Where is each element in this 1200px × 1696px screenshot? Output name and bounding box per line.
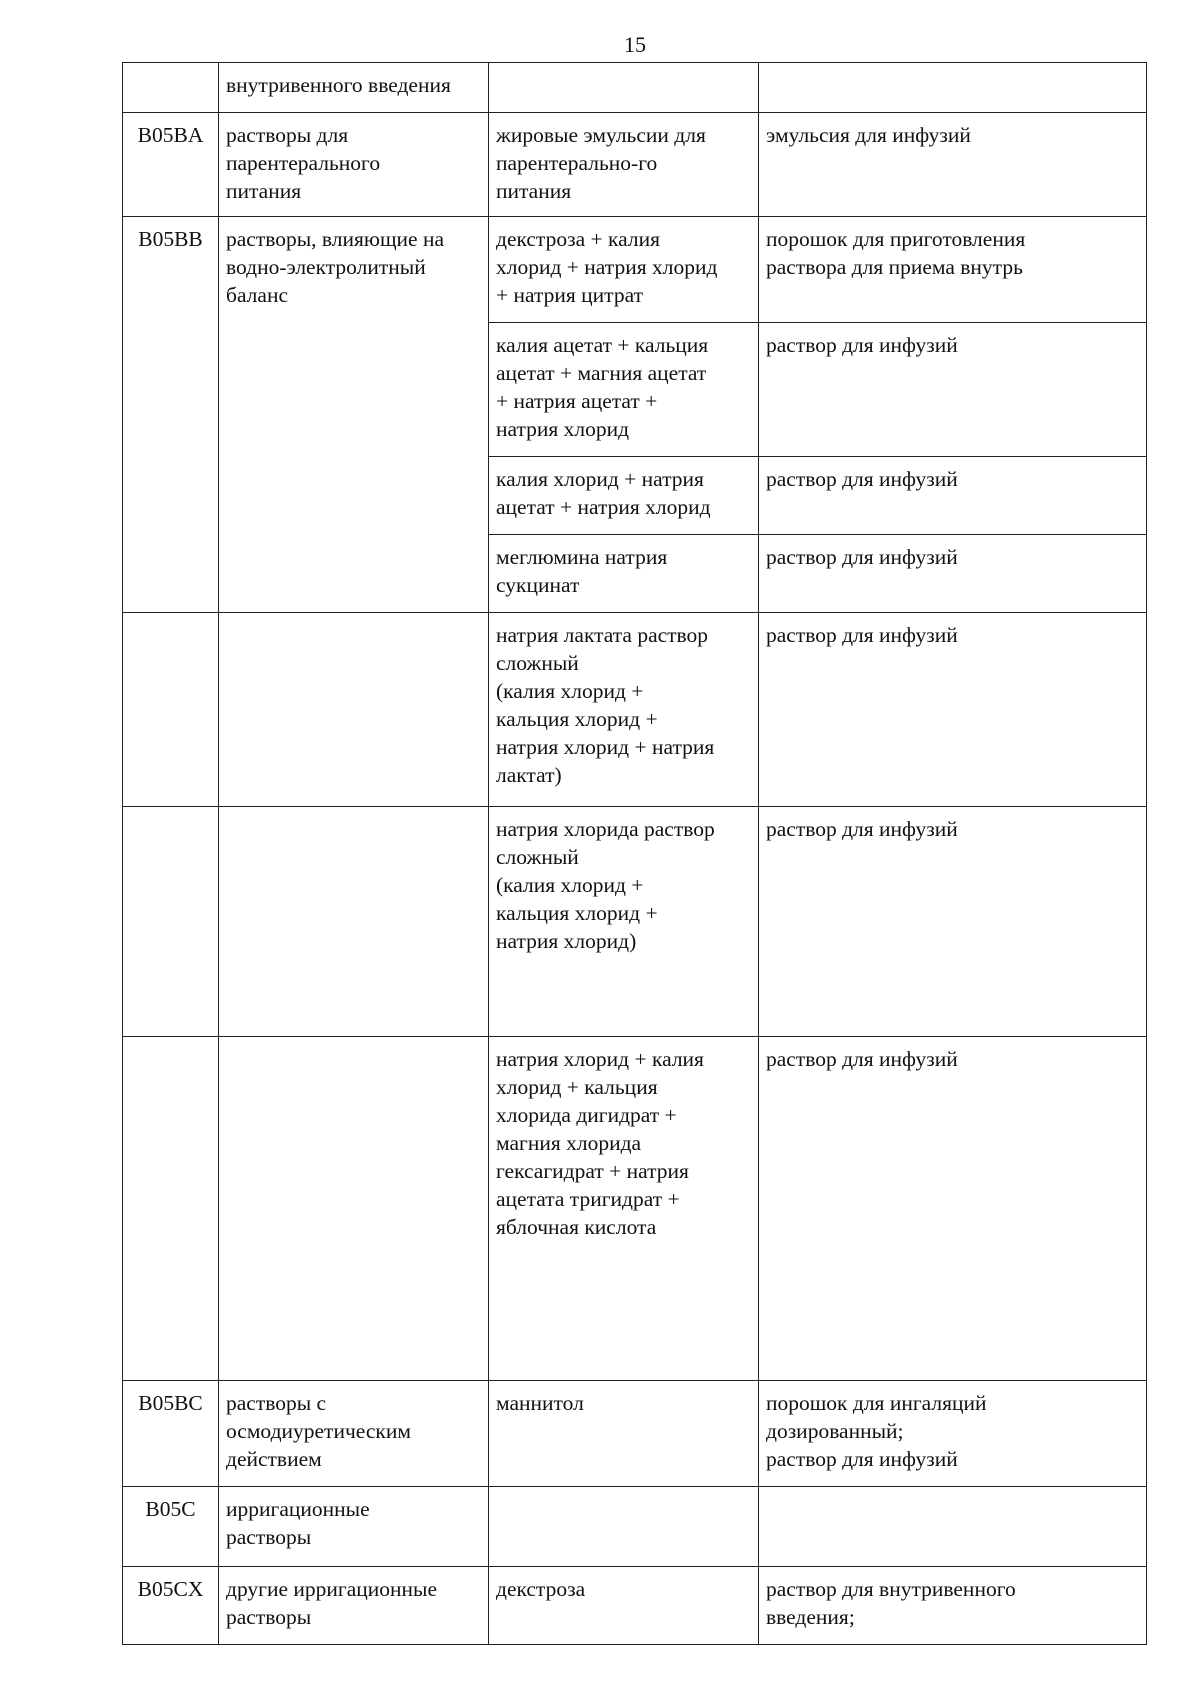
dosage-form-cell: раствор для инфузий	[759, 457, 1147, 535]
table-row	[123, 1567, 1147, 1645]
drug-name-cell: натрия лактата раствор сложный (калия хлорид + кальция хлорид + натрия хлорид + натрия лактат)	[489, 613, 759, 807]
drug-classification-table	[122, 62, 1147, 1645]
dosage-form-cell	[759, 1487, 1147, 1567]
drug-name-cell: калия ацетат + кальция ацетат + магния ацетат + натрия ацетат + натрия хлорид	[489, 323, 759, 457]
table-row	[123, 1037, 1147, 1381]
drug-name-cell: натрия хлорида раствор сложный (калия хлорид + кальция хлорид + натрия хлорид)	[489, 807, 759, 1037]
atc-code-cell	[123, 613, 219, 807]
dosage-form-cell: порошок для ингаляций дозированный; раствор для инфузий	[759, 1381, 1147, 1487]
dosage-form-cell: раствор для инфузий	[759, 323, 1147, 457]
atc-code-cell	[123, 63, 219, 113]
drug-name-cell	[489, 63, 759, 113]
atc-code-cell: B05BB	[123, 217, 219, 613]
dosage-form-cell: раствор для инфузий	[759, 613, 1147, 807]
table-row	[123, 217, 1147, 323]
anatomical-group-cell	[219, 1037, 489, 1381]
drug-name-cell: декстроза	[489, 1567, 759, 1645]
table-row	[123, 63, 1147, 113]
dosage-form-cell: раствор для инфузий	[759, 807, 1147, 1037]
anatomical-group-cell	[219, 807, 489, 1037]
anatomical-group-cell: другие ирригационные растворы	[219, 1567, 489, 1645]
table-row	[123, 613, 1147, 807]
table-row	[123, 807, 1147, 1037]
dosage-form-cell: эмульсия для инфузий	[759, 113, 1147, 217]
table-row	[123, 1487, 1147, 1567]
anatomical-group-cell: растворы для парентерального питания	[219, 113, 489, 217]
atc-code-cell: B05BC	[123, 1381, 219, 1487]
dosage-form-cell: раствор для внутривенного введения;	[759, 1567, 1147, 1645]
dosage-form-cell	[759, 63, 1147, 113]
dosage-form-cell: раствор для инфузий	[759, 535, 1147, 613]
drug-name-cell: меглюмина натрия сукцинат	[489, 535, 759, 613]
page-number: 15	[624, 32, 646, 57]
drug-name-cell: калия хлорид + натрия ацетат + натрия хлорид	[489, 457, 759, 535]
anatomical-group-cell: внутривенного введения	[219, 63, 489, 113]
drug-name-cell: жировые эмульсии для парентерально-го питания	[489, 113, 759, 217]
dosage-form-cell: раствор для инфузий	[759, 1037, 1147, 1381]
drug-name-cell	[489, 1487, 759, 1567]
anatomical-group-cell: растворы, влияющие на водно-электролитный баланс	[219, 217, 489, 613]
atc-code-cell	[123, 1037, 219, 1381]
atc-code-cell: B05C	[123, 1487, 219, 1567]
atc-code-cell: B05BA	[123, 113, 219, 217]
table-row	[123, 1381, 1147, 1487]
drug-name-cell: маннитол	[489, 1381, 759, 1487]
anatomical-group-cell	[219, 613, 489, 807]
dosage-form-cell: порошок для приготовления раствора для приема внутрь	[759, 217, 1147, 323]
atc-code-cell: B05CX	[123, 1567, 219, 1645]
drug-name-cell: натрия хлорид + калия хлорид + кальция хлорида дигидрат + магния хлорида гексагидрат + натрия ацетата тригидрат + яблочная кислота	[489, 1037, 759, 1381]
anatomical-group-cell: ирригационные растворы	[219, 1487, 489, 1567]
anatomical-group-cell: растворы с осмодиуретическим действием	[219, 1381, 489, 1487]
table-row	[123, 113, 1147, 217]
atc-code-cell	[123, 807, 219, 1037]
drug-name-cell: декстроза + калия хлорид + натрия хлорид + натрия цитрат	[489, 217, 759, 323]
